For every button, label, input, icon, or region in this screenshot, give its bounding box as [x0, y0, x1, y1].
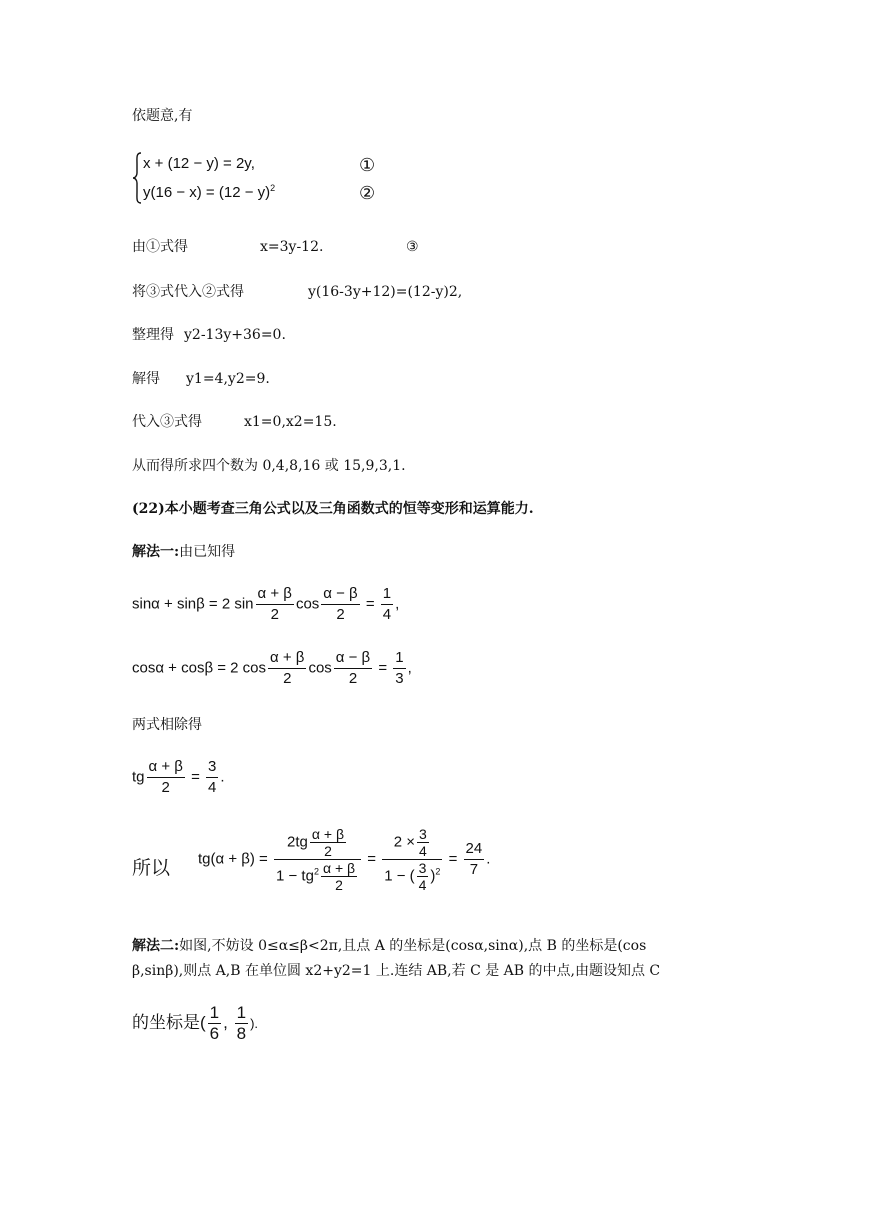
fraction-numerator: α + β: [268, 648, 306, 669]
fraction: [321, 860, 357, 893]
intro-text: 依题意,有: [132, 108, 193, 124]
fraction-denominator: 2: [161, 779, 170, 796]
step-1: [132, 238, 419, 256]
method-2-line-2: β,sinβ),则点 A,B 在单位圆 x2+y2=1 上.连结 AB,若 C 是 AB 的中点,由题设知点 C: [132, 963, 661, 979]
step-2-label: 将③式代入②式得: [132, 284, 244, 300]
fraction-numerator: 1: [381, 584, 393, 605]
fraction: [310, 826, 346, 859]
method-1: [132, 543, 235, 561]
fraction-numerator: 24: [464, 839, 485, 860]
conclusion: 从而得所求四个数为 0,4,8,16 或 15,9,3,1.: [132, 458, 406, 474]
fraction: [208, 1003, 221, 1044]
equation-tg-sum: [198, 826, 490, 893]
fraction-numerator: 1: [209, 1003, 220, 1022]
cos-lhs: cosα + cosβ = 2 cos: [132, 659, 267, 677]
sin-lhs: sinα + sinβ = 2 sin: [132, 595, 254, 613]
step-5: [132, 413, 337, 431]
method-2-label: 解法二:: [132, 938, 180, 954]
step-3-expr: y2-13y+36=0.: [184, 327, 286, 343]
fraction: [321, 584, 359, 625]
fraction-numerator: 3: [418, 860, 427, 876]
fraction-denominator: 2: [336, 606, 345, 623]
equation-cos-sum: [132, 648, 412, 689]
step-4-expr: y1=4,y2=9.: [186, 371, 270, 387]
step-1-label: 由①式得: [132, 239, 188, 255]
fraction: [235, 1003, 248, 1044]
fraction-numerator: 1: [236, 1003, 247, 1022]
equation-tg-half: [132, 757, 225, 798]
step-4: [132, 370, 270, 388]
result-fraction: [464, 839, 485, 880]
exponent: 2: [435, 866, 441, 877]
equals-sign: =: [367, 850, 377, 868]
step-5-label: 代入③式得: [132, 414, 202, 430]
fraction: [417, 860, 429, 893]
step-1-expr: x=3y-12.: [260, 239, 324, 255]
cos-term: cos: [295, 595, 320, 613]
result-fraction: [381, 584, 393, 625]
cos-term: cos: [308, 659, 332, 677]
fraction: [334, 648, 372, 689]
fraction-denominator: 2: [324, 843, 332, 859]
big-fraction-2-numerator: [382, 826, 442, 860]
one-minus-paren: 1 − (: [384, 867, 415, 885]
fraction: [147, 757, 185, 798]
equation-2-tag: ②: [359, 183, 376, 203]
fraction-denominator: 7: [469, 861, 479, 878]
step-3-label: 整理得: [132, 327, 174, 343]
method-2-line-1: [132, 937, 646, 955]
equation-2-exponent: 2: [270, 183, 276, 193]
fraction: [417, 826, 429, 859]
big-fraction-2-denominator: [382, 860, 442, 893]
method-2-text-1: 如图,不妨设 0≤α≤β<2π,且点 A 的坐标是(cosα,sinα),点 B 的坐标是(cos: [179, 938, 647, 954]
fraction-numerator: 1: [393, 648, 405, 669]
big-fraction-denominator: [274, 860, 361, 893]
fraction-numerator: α + β: [311, 826, 345, 842]
left-brace: [132, 152, 142, 204]
equation-1-tag: ①: [359, 155, 376, 175]
step-4-label: 解得: [132, 371, 160, 387]
problem-22-heading: (22)本小题考查三角公式以及三角函数式的恒等变形和运算能力.: [132, 501, 534, 517]
fraction-denominator: 3: [395, 670, 404, 687]
big-fraction: [274, 826, 361, 893]
coordinate-suffix: ).: [250, 1015, 259, 1031]
step-2-expr: y(16-3y+12)=(12-y)2,: [308, 284, 463, 300]
fraction-denominator: 4: [418, 877, 427, 893]
big-fraction-2: [382, 826, 442, 893]
fraction-numerator: 3: [419, 826, 427, 842]
fraction-denominator: 4: [419, 843, 427, 859]
equals-sign: =: [378, 659, 388, 677]
fraction-numerator: α + β: [147, 757, 185, 778]
fraction-denominator: 8: [236, 1024, 247, 1043]
fraction-denominator: 2: [283, 670, 292, 687]
one-minus-tg: 1 − tg: [276, 867, 314, 885]
equation-2-body: y(16 − x) = (12 − y): [143, 184, 271, 201]
fraction-denominator: 6: [209, 1024, 220, 1043]
result-fraction: [206, 757, 218, 798]
step-5-expr: x1=0,x2=15.: [244, 414, 337, 430]
comma: ,: [223, 1012, 228, 1032]
fraction-denominator: 2: [348, 670, 358, 687]
so-label: 所以: [132, 857, 171, 879]
coordinate-line: [132, 1003, 258, 1044]
fraction-numerator: α + β: [322, 860, 356, 876]
period: .: [486, 850, 491, 868]
two-times: 2 ×: [393, 833, 416, 851]
fraction-denominator: 4: [208, 779, 217, 796]
big-fraction-numerator: [274, 826, 361, 860]
divide-text: 两式相除得: [132, 717, 202, 733]
fraction-numerator: α − β: [334, 648, 372, 669]
fraction-denominator: 2: [335, 877, 343, 893]
exponent: 2: [313, 866, 319, 877]
equals-sign: =: [448, 850, 458, 868]
fraction-numerator: α + β: [256, 584, 294, 605]
method-1-text: 由已知得: [179, 544, 236, 560]
equation-2: [143, 183, 275, 201]
tg-sum-lhs: tg(α + β) =: [198, 850, 268, 868]
tg-label: 2tg: [287, 833, 308, 851]
fraction: [256, 584, 294, 625]
fraction-denominator: 2: [270, 606, 279, 623]
step-2: [132, 283, 463, 301]
period: .: [220, 768, 225, 786]
coordinate-prefix: 的坐标是(: [132, 1012, 206, 1032]
fraction: [268, 648, 306, 689]
comma: ,: [407, 659, 412, 677]
equals-sign: =: [191, 768, 200, 786]
fraction-denominator: 4: [382, 606, 392, 623]
method-1-label: 解法一:: [132, 544, 180, 560]
fraction-numerator: 3: [206, 757, 218, 778]
tg-label: tg: [132, 768, 145, 786]
fraction-numerator: α − β: [321, 584, 359, 605]
step-1-tag: ③: [406, 239, 419, 255]
equation-sin-sum: [132, 584, 399, 625]
result-fraction: [393, 648, 405, 689]
close-paren: ): [430, 867, 436, 885]
equals-sign: =: [365, 595, 375, 613]
equation-1: x + (12 − y) = 2y,: [143, 155, 255, 172]
comma: ,: [395, 595, 400, 613]
step-3: [132, 326, 286, 344]
